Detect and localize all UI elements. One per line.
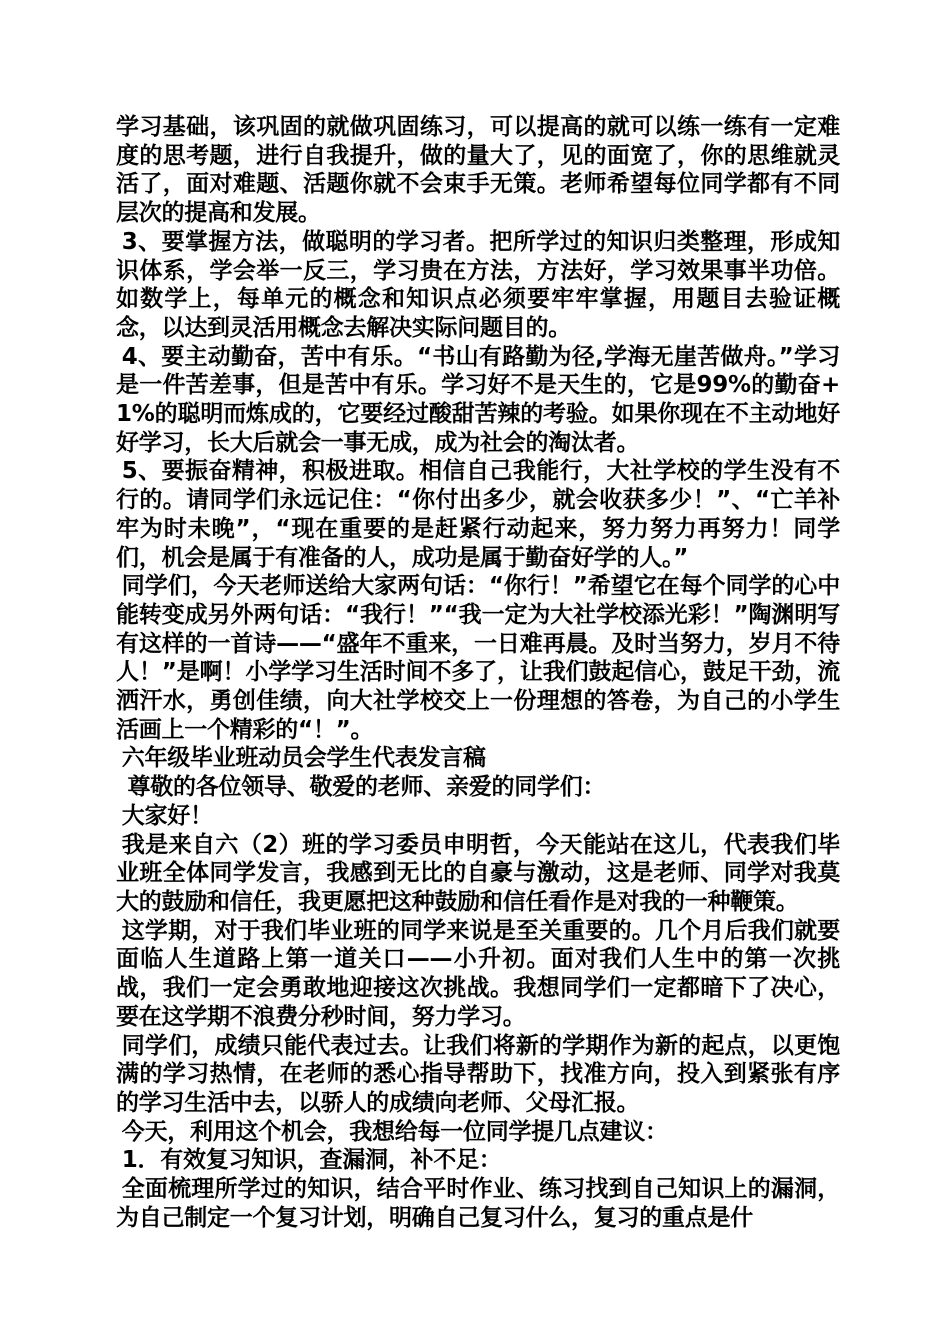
paragraph-review-plan: 全面梳理所学过的知识，结合平时作业、练习找到自己知识上的漏洞，为自己制定一个复习计划，明确自己复习什么，复习的重点是什 [116,1176,840,1231]
paragraph-self-introduction: 我是来自六（2）班的学习委员申明哲，今天能站在这儿，代表我们毕业班全体同学发言，我感到无比的自豪与激动，这是老师、同学对我莫大的鼓励和信任，我更愿把这种鼓励和信任看作是对我的一种鞭策。 [116,831,840,915]
speech-title: 六年级毕业班动员会学生代表发言稿 [121,745,486,772]
document-page [116,113,840,1232]
paragraph-teacher-closing: 同学们，今天老师送给大家两句话：“你行！”希望它在每个同学的心中能转变成另外两句话：“我行！”“我一定为大社学校添光彩！”陶渊明写有这样的一首诗——“盛年不重来，一日难再晨。及时当努力，岁月不待人！”是啊！小学学习生活时间不多了，让我们鼓起信心，鼓足干劲，流洒汗水，勇创佳绩，向大社学校交上一份理想的答卷，为自己的小学生活画上一个精彩的“！”。 [116,573,840,743]
paragraph-new-start: 同学们，成绩只能代表过去。让我们将新的学期作为新的起点，以更饱满的学习热情，在老师的悉心指导帮助下，找准方向，投入到紧张有序的学习生活中去，以骄人的成绩向老师、父母汇报。 [116,1032,840,1116]
paragraph-point-5-spirit: 5、要振奋精神，积极进取。相信自己我能行，大社学校的学生没有不行的。请同学们永远记住：“你付出多少，就会收获多少！”、“亡羊补牢为时未晚”，“现在重要的是赶紧行动起来，努力努力再努力！同学们，机会是属于有准备的人，成功是属于勤奋好学的人。” [116,458,840,571]
paragraph-point-4-diligence: 4、要主动勤奋，苦中有乐。“书山有路勤为径,学海无崖苦做舟。”学习是一件苦差事，但是苦中有乐。学习好不是天生的，它是99%的勤奋+1%的聪明而炼成的，它要经过酸甜苦辣的考验。如果你现在不主动地好好学习，长大后就会一事无成，成为社会的淘汰者。 [116,343,840,456]
suggestion-1-heading: 1．有效复习知识，查漏洞，补不足： [121,1147,502,1174]
speech-greeting: 大家好！ [121,802,213,829]
paragraph-study-basics: 学习基础，该巩固的就做巩固练习，可以提高的就可以练一练有一定难度的思考题，进行自我提升，做的量大了，见的面宽了，你的思维就灵活了，面对难题、活题你就不会束手无策。老师希望每位同学都有不同层次的提高和发展。 [116,114,840,227]
paragraph-point-3-methods: 3、要掌握方法，做聪明的学习者。把所学过的知识归类整理，形成知识体系，学会举一反三，学习贵在方法，方法好，学习效果事半功倍。如数学上，每单元的概念和知识点必须要牢牢掌握，用题目去验证概念，以达到灵活用概念去解决实际问题目的。 [116,228,840,341]
speech-salutation: 尊敬的各位领导、敬爱的老师、亲爱的同学们： [127,774,606,801]
paragraph-semester-importance: 这学期，对于我们毕业班的同学来说是至关重要的。几个月后我们就要面临人生道路上第一道关口——小升初。面对我们人生中的第一次挑战，我们一定会勇敢地迎接这次挑战。我想同学们一定都暗下了决心，要在这学期不浪费分秒时间，努力学习。 [116,917,840,1030]
paragraph-suggestions-intro: 今天，利用这个机会，我想给每一位同学提几点建议： [121,1118,668,1145]
